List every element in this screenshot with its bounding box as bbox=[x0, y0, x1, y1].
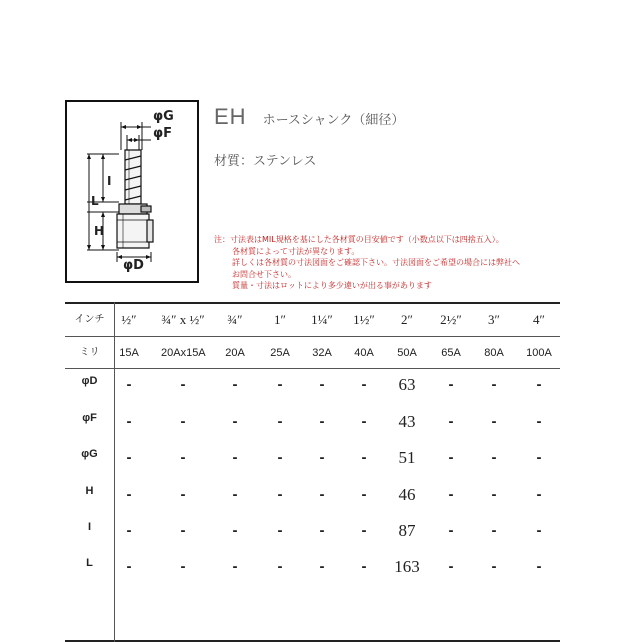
table-cell: - bbox=[536, 486, 542, 503]
table-row bbox=[65, 448, 560, 468]
table-cell: - bbox=[361, 522, 367, 539]
row-label: φG bbox=[81, 448, 98, 460]
note-line: 各材質によって寸法が異なります。 bbox=[232, 246, 360, 256]
inch-header: インチ bbox=[74, 314, 105, 325]
table-cell: - bbox=[361, 413, 367, 430]
table-rule bbox=[65, 336, 560, 337]
table-cell: - bbox=[448, 558, 454, 575]
table-row bbox=[65, 485, 560, 505]
table-cell: - bbox=[361, 558, 367, 575]
table-cell: - bbox=[491, 558, 497, 575]
table-cell: - bbox=[319, 376, 325, 393]
table-cell: - bbox=[491, 449, 497, 466]
table-cell: - bbox=[277, 449, 283, 466]
table-cell: - bbox=[232, 558, 238, 575]
table-cell: - bbox=[277, 522, 283, 539]
table-cell: - bbox=[448, 376, 454, 393]
table-cell: - bbox=[180, 522, 186, 539]
label-d: φD bbox=[123, 258, 144, 273]
table-cell: 63 bbox=[398, 375, 416, 394]
table-cell: - bbox=[319, 486, 325, 503]
table-cell: - bbox=[361, 449, 367, 466]
table-cell: ¾″ bbox=[227, 312, 243, 327]
table-cell: - bbox=[180, 376, 186, 393]
note-line: 注：寸法表はMIL規格を基にした各材質の目安値です（小数点以下は四捨五入）。 bbox=[214, 235, 504, 244]
mm-header: ミリ bbox=[79, 347, 100, 358]
row-label: φF bbox=[82, 412, 97, 424]
table-cell: - bbox=[491, 413, 497, 430]
table-cell: - bbox=[180, 449, 186, 466]
product-code: EH bbox=[214, 104, 247, 129]
mm-row bbox=[65, 343, 560, 363]
table-row bbox=[65, 521, 560, 541]
table-cell: 15A bbox=[119, 347, 139, 359]
table-cell: - bbox=[277, 486, 283, 503]
table-cell: 4″ bbox=[533, 312, 545, 327]
product-name: ホースシャンク（細径） bbox=[262, 113, 405, 128]
table-cell: 46 bbox=[398, 485, 416, 504]
table-cell: - bbox=[126, 449, 132, 466]
hose-shank-diagram bbox=[67, 102, 197, 281]
table-cell: 80A bbox=[484, 347, 504, 359]
table-cell: - bbox=[491, 522, 497, 539]
table-cell: - bbox=[126, 486, 132, 503]
notes bbox=[214, 234, 544, 292]
table-cell: - bbox=[277, 413, 283, 430]
table-cell: - bbox=[319, 449, 325, 466]
table-cell: - bbox=[361, 486, 367, 503]
row-label: H bbox=[85, 485, 94, 497]
table-cell: 2″ bbox=[401, 312, 413, 327]
table-cell: - bbox=[126, 558, 132, 575]
table-cell: ¾″ x ½″ bbox=[161, 312, 205, 327]
label-l: L bbox=[91, 194, 99, 208]
table-cell: - bbox=[126, 413, 132, 430]
table-cell: 65A bbox=[441, 347, 461, 359]
table-cell: - bbox=[491, 486, 497, 503]
table-cell: 32A bbox=[312, 347, 332, 359]
table-cell: 25A bbox=[270, 347, 290, 359]
table-cell: - bbox=[448, 449, 454, 466]
table-cell: - bbox=[277, 558, 283, 575]
table-cell: 20Ax15A bbox=[161, 347, 206, 359]
table-row bbox=[65, 375, 560, 395]
table-cell: 40A bbox=[354, 347, 374, 359]
table-cell: - bbox=[232, 449, 238, 466]
table-cell: 1½″ bbox=[353, 312, 375, 327]
table-row bbox=[65, 412, 560, 432]
table-cell: - bbox=[536, 522, 542, 539]
table-rule bbox=[65, 368, 560, 369]
table-cell: - bbox=[536, 558, 542, 575]
table-cell: - bbox=[126, 522, 132, 539]
note-line: 詳しくは各材質の寸法図面をご確認下さい。寸法図面をご希望の場合には弊社へ bbox=[232, 258, 520, 267]
table-cell: 87 bbox=[398, 521, 416, 540]
table-cell: 3″ bbox=[488, 312, 500, 327]
label-g: φG bbox=[153, 109, 174, 124]
table-cell: - bbox=[126, 376, 132, 393]
note-line: 質量・寸法はロットにより多少違いが出る事があります bbox=[232, 281, 432, 290]
table-cell: 1¼″ bbox=[311, 312, 333, 327]
row-label: L bbox=[86, 557, 93, 569]
table-cell: ½″ bbox=[121, 312, 137, 327]
table-cell: 43 bbox=[398, 412, 416, 431]
table-cell: 100A bbox=[526, 347, 552, 359]
table-rule bbox=[65, 302, 560, 304]
row-label: φD bbox=[81, 375, 98, 387]
note-line: お問合せ下さい。 bbox=[232, 269, 296, 279]
table-cell: - bbox=[180, 558, 186, 575]
table-cell: 1″ bbox=[274, 312, 286, 327]
dimension-drawing bbox=[65, 100, 199, 283]
table-cell: - bbox=[536, 376, 542, 393]
material-label: 材質：ステンレス bbox=[214, 154, 317, 169]
row-label: I bbox=[87, 521, 92, 533]
table-cell: - bbox=[361, 376, 367, 393]
label-h: H bbox=[94, 224, 105, 238]
label-f: φF bbox=[153, 126, 173, 141]
label-i: I bbox=[107, 174, 112, 188]
table-cell: 50A bbox=[397, 347, 417, 359]
table-cell: - bbox=[448, 413, 454, 430]
table-cell: - bbox=[232, 522, 238, 539]
inch-row bbox=[65, 310, 560, 330]
table-cell: 51 bbox=[398, 448, 416, 467]
product-title bbox=[214, 104, 404, 130]
table-cell: - bbox=[232, 413, 238, 430]
table-cell: 2½″ bbox=[440, 312, 462, 327]
table-cell: - bbox=[180, 486, 186, 503]
table-cell: - bbox=[319, 413, 325, 430]
table-cell: - bbox=[319, 522, 325, 539]
table-cell: - bbox=[232, 376, 238, 393]
table-cell: 20A bbox=[225, 347, 245, 359]
table-cell: - bbox=[448, 486, 454, 503]
table-cell: - bbox=[232, 486, 238, 503]
table-cell: - bbox=[277, 376, 283, 393]
table-row bbox=[65, 557, 560, 577]
table-cell: 163 bbox=[394, 557, 420, 576]
table-cell: - bbox=[448, 522, 454, 539]
table-cell: - bbox=[491, 376, 497, 393]
table-cell: - bbox=[319, 558, 325, 575]
table-cell: - bbox=[180, 413, 186, 430]
table-cell: - bbox=[536, 449, 542, 466]
table-cell: - bbox=[536, 413, 542, 430]
